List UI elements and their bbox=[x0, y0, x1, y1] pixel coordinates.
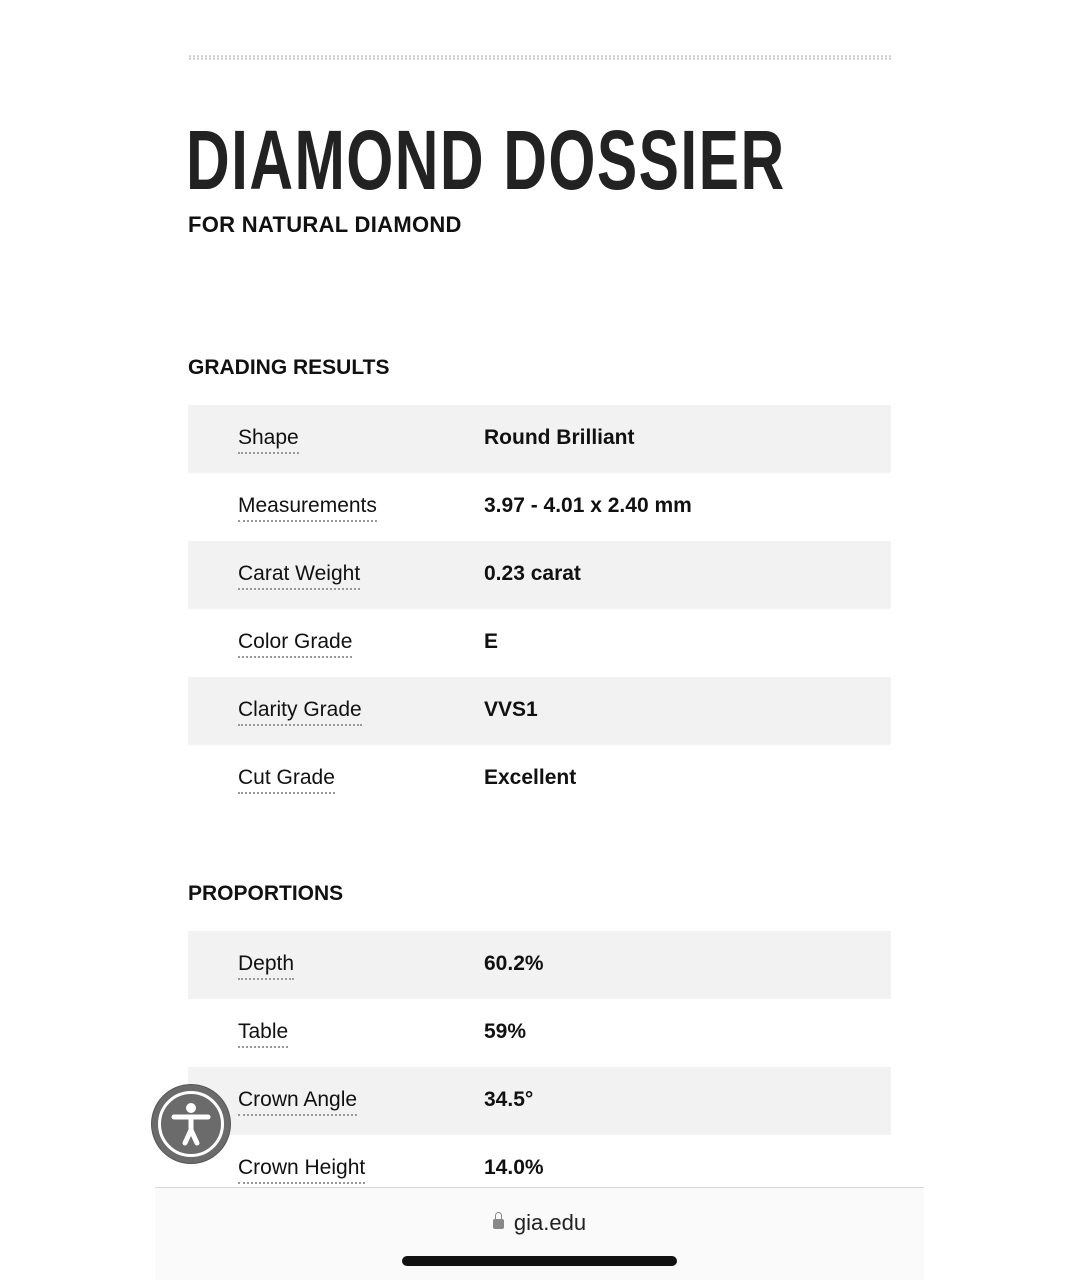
row-value: 59% bbox=[484, 1020, 527, 1043]
row-label[interactable]: Crown Angle bbox=[238, 1089, 357, 1116]
row-value: 0.23 carat bbox=[484, 562, 581, 585]
table-row bbox=[188, 609, 891, 677]
table-row bbox=[188, 405, 891, 473]
accessibility-button[interactable] bbox=[152, 1085, 230, 1163]
table-row bbox=[188, 745, 891, 813]
row-value: 3.97 - 4.01 x 2.40 mm bbox=[484, 494, 692, 517]
proportions-heading: PROPORTIONS bbox=[188, 882, 344, 905]
table-row bbox=[188, 473, 891, 541]
row-label[interactable]: Measurements bbox=[238, 495, 377, 522]
row-label[interactable]: Color Grade bbox=[238, 631, 352, 658]
table-row bbox=[188, 677, 891, 745]
table-row bbox=[188, 931, 891, 999]
address-bar[interactable] bbox=[155, 1210, 924, 1236]
row-value: VVS1 bbox=[484, 698, 538, 721]
row-value: 14.0% bbox=[484, 1156, 544, 1179]
row-value: 60.2% bbox=[484, 952, 544, 975]
row-label[interactable]: Carat Weight bbox=[238, 563, 360, 590]
url-text: gia.edu bbox=[513, 1210, 587, 1235]
page-title: DIAMOND DOSSIER bbox=[186, 113, 786, 207]
row-label[interactable]: Shape bbox=[238, 427, 299, 454]
row-value: Round Brilliant bbox=[484, 426, 635, 449]
dotted-divider bbox=[188, 55, 892, 60]
lock-icon bbox=[493, 1219, 504, 1229]
row-value: Excellent bbox=[484, 766, 577, 789]
row-label[interactable]: Depth bbox=[238, 953, 294, 980]
grading-results-heading: GRADING RESULTS bbox=[188, 356, 390, 379]
home-indicator[interactable] bbox=[402, 1256, 677, 1266]
grading-results-table bbox=[188, 405, 891, 813]
table-row bbox=[188, 999, 891, 1067]
row-label[interactable]: Clarity Grade bbox=[238, 699, 362, 726]
table-row bbox=[188, 1067, 891, 1135]
page-subtitle: FOR NATURAL DIAMOND bbox=[188, 212, 462, 237]
row-label[interactable]: Cut Grade bbox=[238, 767, 335, 794]
accessibility-icon bbox=[158, 1091, 224, 1157]
row-label[interactable]: Table bbox=[238, 1021, 288, 1048]
proportions-table bbox=[188, 931, 891, 1203]
row-value: 34.5° bbox=[484, 1088, 534, 1111]
row-label[interactable]: Crown Height bbox=[238, 1157, 365, 1184]
table-row bbox=[188, 541, 891, 609]
browser-bottom-bar bbox=[155, 1187, 924, 1280]
row-value: E bbox=[484, 630, 499, 653]
